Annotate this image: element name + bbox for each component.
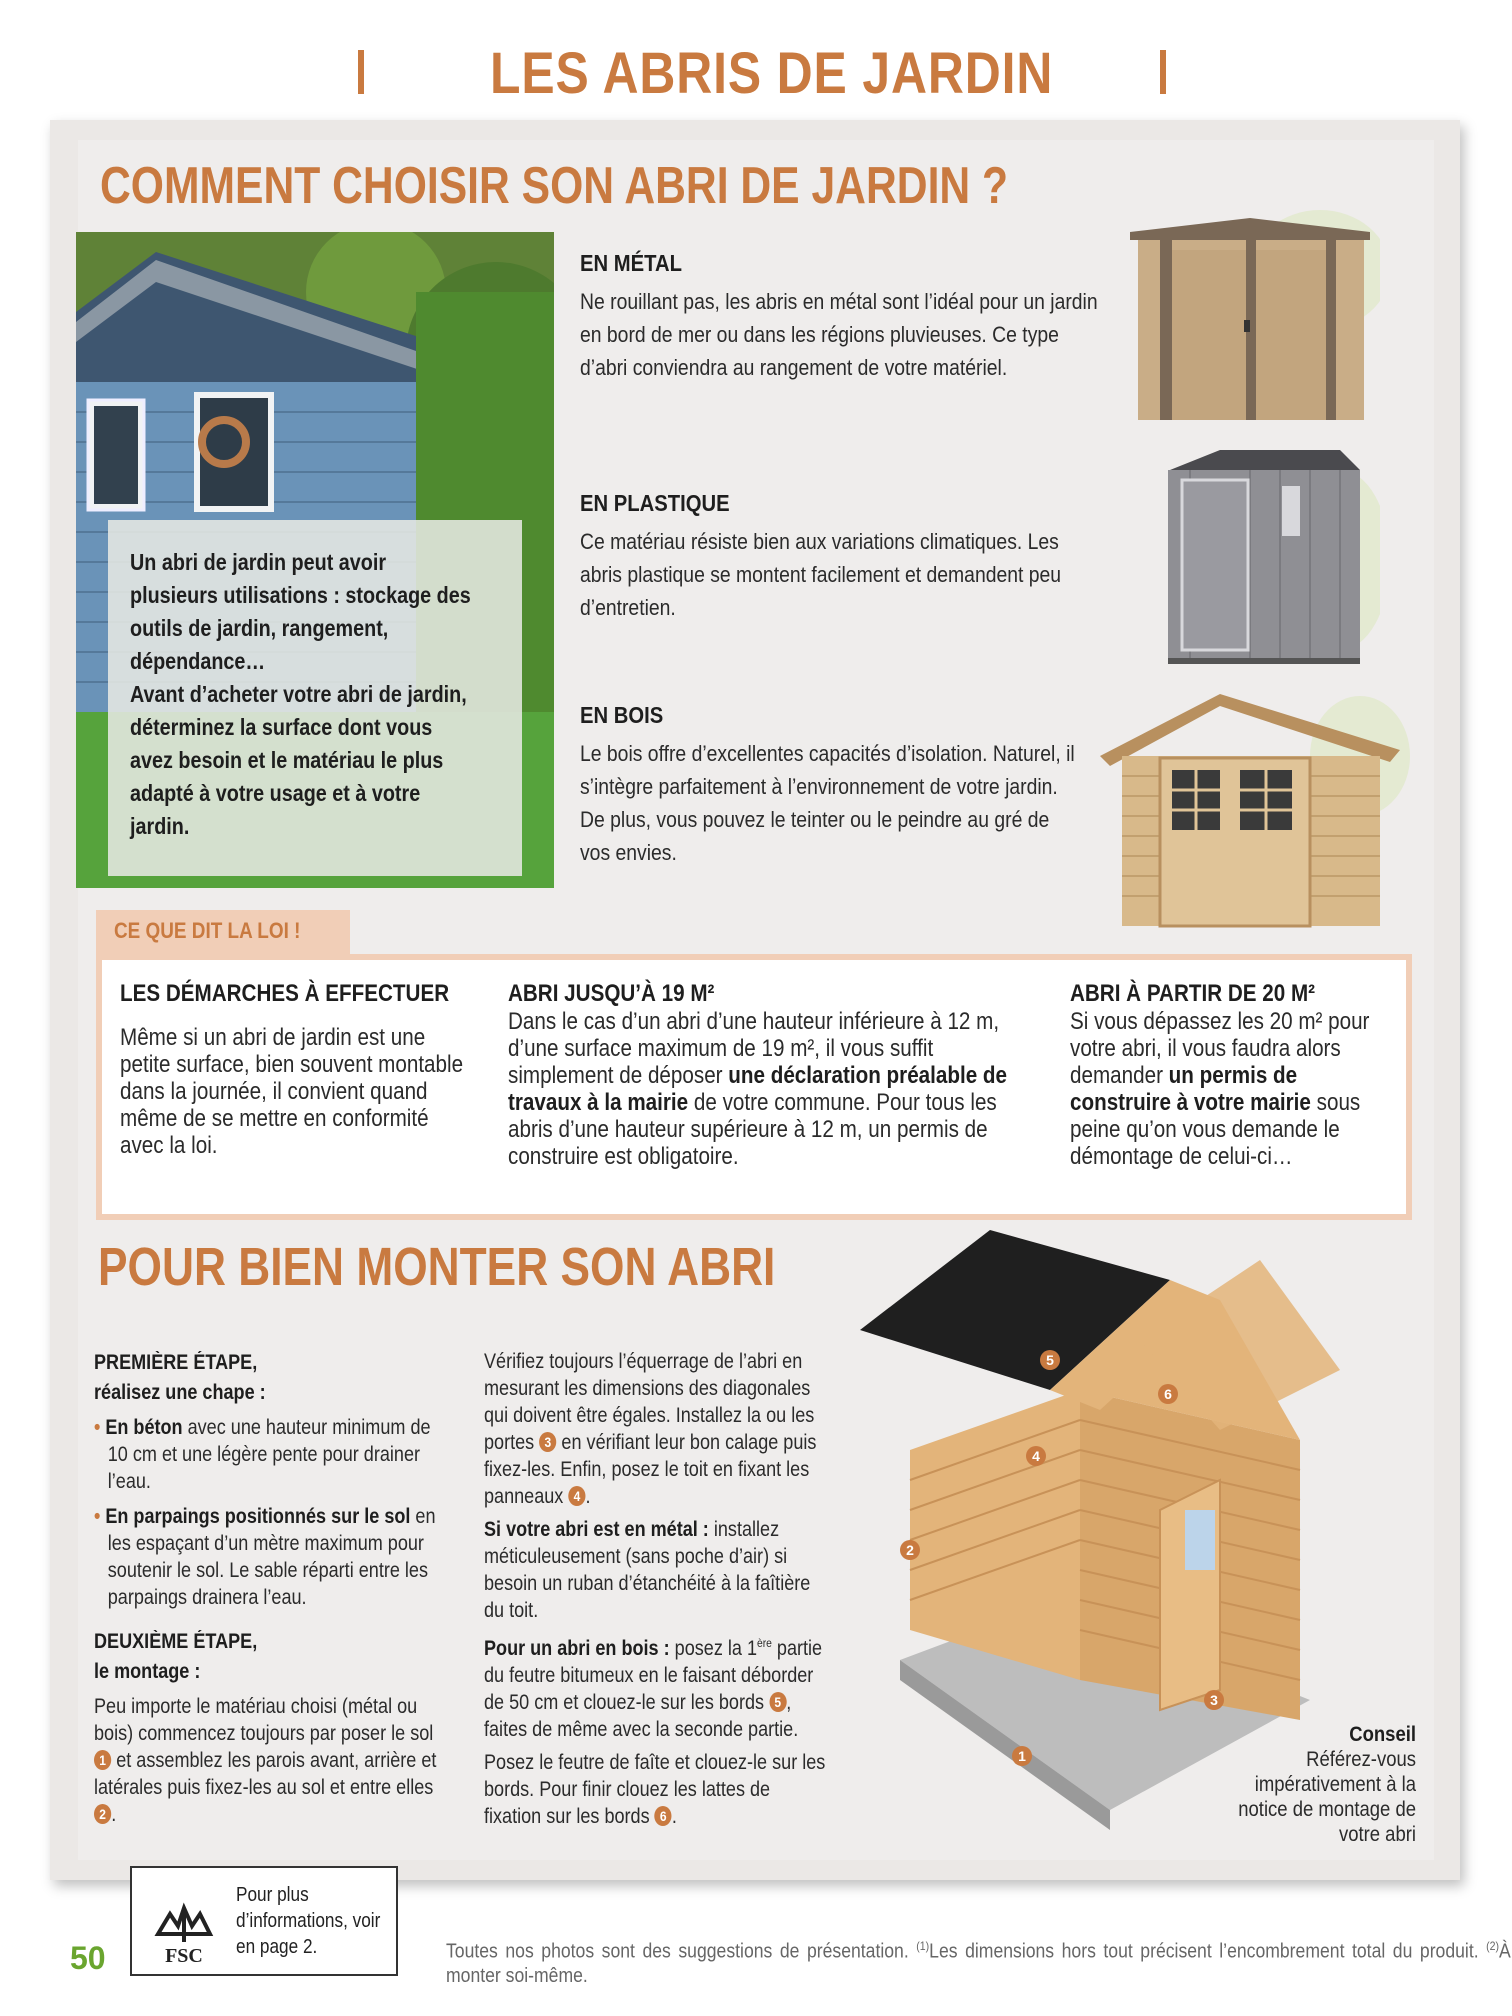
bullet1-bold: En béton xyxy=(105,1416,183,1439)
diagram-label-5: 5 xyxy=(1040,1350,1060,1370)
number-badge-icon: 3 xyxy=(539,1432,556,1452)
material-wood-title: EN BOIS xyxy=(580,702,664,728)
law-col2-text-b: de votre commune. Pour tous les abris d’une hauteur supérieure à 12 m, un permis de construire est obligatoire. xyxy=(508,1089,997,1170)
mid-text-a: Vérifiez toujours l’équerrage de l’abri en mesurant les dimensions des diagonales qui doivent être égales. Installez la ou les portes xyxy=(484,1350,815,1454)
diagram-label-2: 2 xyxy=(900,1540,920,1560)
law-col3-text-b: sous peine qu’on vous demande le démontage de celui-ci… xyxy=(1070,1089,1361,1170)
law-col-20m2 xyxy=(1070,980,1400,1170)
material-metal-title: EN MÉTAL xyxy=(580,250,682,276)
law-col3-text-bold: un permis de construire à votre mairie xyxy=(1070,1062,1311,1116)
number-badge-icon: 6 xyxy=(655,1806,672,1826)
bullet-dot: • xyxy=(94,1505,106,1528)
bullet-dot: • xyxy=(94,1416,106,1439)
step2-title: DEUXIÈME ÉTAPE, xyxy=(94,1630,258,1653)
wood-sup: ère xyxy=(756,1636,772,1650)
mid-text-b: en vérifiant leur bon calage puis fixez-les. Enfin, posez le toit en fixant les panneaux xyxy=(484,1431,817,1508)
last-text-a: Posez le feutre de faîte et clouez-le sur les bords. Pour finir clouez les lattes de fixation sur les bords xyxy=(484,1751,826,1828)
header-bar-left xyxy=(358,50,364,94)
bullet2-bold: En parpaings positionnés sur le sol xyxy=(105,1505,411,1528)
steps-col-left xyxy=(94,1348,454,1828)
section1-title: COMMENT CHOISIR SON ABRI DE JARDIN ? xyxy=(100,157,1009,215)
footer-note-b: Les dimensions hors tout précisent l’encombrement total du produit. xyxy=(929,1940,1487,1963)
fsc-logo-text: FSC xyxy=(165,1945,203,1967)
page-header xyxy=(0,40,1512,110)
metal-text-body: installez méticuleusement (sans poche d’air) si besoin un ruban d’étanchéité à la faîtière du toit. xyxy=(484,1518,811,1622)
material-wood-text: Le bois offre d’excellentes capacités d’isolation. Naturel, il s’intègre parfaitement à l’environnement de votre jardin. De plus, vous pouvez le teinter ou le peindre au gré de vos envies. xyxy=(580,741,1075,865)
header-bar-right xyxy=(1160,50,1166,94)
number-badge-icon: 5 xyxy=(769,1692,786,1712)
wood-text xyxy=(484,1630,828,1743)
last-text-b: . xyxy=(671,1805,677,1828)
material-plastic-title: EN PLASTIQUE xyxy=(580,490,730,516)
law-tab-label: CE QUE DIT LA LOI ! xyxy=(114,918,301,943)
footer-note-a: Toutes nos photos sont des suggestions de présentation. xyxy=(446,1940,917,1963)
metal-bold: Si votre abri est en métal : xyxy=(484,1518,709,1541)
wood-shed-image xyxy=(1100,686,1410,936)
wood-bold: Pour un abri en bois : xyxy=(484,1637,670,1660)
wood-text-a: posez la 1 xyxy=(669,1637,757,1660)
diagram-label-1: 1 xyxy=(1012,1746,1032,1766)
last-text xyxy=(484,1749,828,1830)
plastic-shed-image xyxy=(1160,440,1380,670)
bullet1-text: avec une hauteur minimum de 10 cm et une légère pente pour drainer l’eau. xyxy=(107,1416,431,1493)
page-number: 50 xyxy=(70,1940,106,1976)
metal-shed-image xyxy=(1120,210,1380,430)
bullet2-text: en les espaçant d’un mètre maximum pour soutenir le sol. Le sable réparti entre les parpaings drainera l’eau. xyxy=(107,1505,436,1609)
footer-sup-2: (2) xyxy=(1486,1939,1500,1953)
diagram-label-4: 4 xyxy=(1026,1446,1046,1466)
tip-text: Référez-vous impérativement à la notice de montage de votre abri xyxy=(1238,1748,1416,1846)
steps-col-middle xyxy=(484,1348,844,1830)
number-badge-icon: 2 xyxy=(94,1804,111,1824)
step2-text-b: et assemblez les parois avant, arrière et latérales puis fixez-les au sol et entre elles xyxy=(94,1749,437,1799)
mid-text-c: . xyxy=(585,1485,591,1508)
intro-text xyxy=(130,546,508,843)
section2-title: POUR BIEN MONTER SON ABRI xyxy=(98,1237,776,1297)
intro-text-2: Avant d’acheter votre abri de jardin, déterminez la surface dont vous avez besoin et le matériau le plus adapté à votre usage et à votre jardin. xyxy=(130,681,467,839)
material-plastic-text: Ce matériau résiste bien aux variations climatiques. Les abris plastique se montent facilement et demandent peu d’entretien. xyxy=(580,529,1062,620)
fsc-logo-icon xyxy=(148,1878,220,1968)
tip-box xyxy=(1190,1722,1416,1847)
law-col2-title: ABRI JUSQU’À 19 M² xyxy=(508,980,715,1007)
step2-text-c: . xyxy=(111,1803,117,1826)
page-title: LES ABRIS DE JARDIN xyxy=(490,41,1054,106)
law-col1-title: LES DÉMARCHES À EFFECTUER xyxy=(120,980,450,1007)
material-wood xyxy=(580,702,1120,869)
step1-sub: réalisez une chape : xyxy=(94,1381,266,1404)
wood-text-b: partie du feutre bitumeux en le faisant déborder de 50 cm et clouez-le sur les bords xyxy=(484,1637,823,1714)
law-col1-text: Même si un abri de jardin est une petite surface, bien souvent montable dans la journée, il convient quand même de se mettre en conformité avec la loi. xyxy=(120,1024,464,1159)
diagram-label-6: 6 xyxy=(1158,1384,1178,1404)
wood-text-c: , faites de même avec la seconde partie. xyxy=(484,1691,799,1741)
fsc-text: Pour plus d’informations, voir en page 2. xyxy=(236,1884,381,1958)
tip-title: Conseil xyxy=(1349,1723,1416,1746)
mid-text xyxy=(484,1348,828,1510)
fsc-box xyxy=(130,1866,398,1976)
step2-text-a: Peu importe le matériau choisi (métal ou bois) commencez toujours par poser le sol xyxy=(94,1695,434,1745)
law-col3-title: ABRI À PARTIR DE 20 M² xyxy=(1070,980,1316,1007)
bullet-blocks xyxy=(94,1503,438,1611)
metal-text xyxy=(484,1516,828,1624)
intro-text-1: Un abri de jardin peut avoir plusieurs utilisations : stockage des outils de jardin, rangement, dépendance… xyxy=(130,549,471,674)
law-col-19m2 xyxy=(508,980,1048,1170)
law-col2-text xyxy=(508,1008,1041,1170)
law-col2-text-a: Dans le cas d’un abri d’une hauteur inférieure à 12 m, d’une surface maximum de 19 m², il vous suffit simplement de déposer xyxy=(508,1008,1000,1089)
material-metal xyxy=(580,250,1120,384)
number-badge-icon: 1 xyxy=(94,1750,111,1770)
number-badge-icon: 4 xyxy=(568,1486,585,1506)
footer-note-c: À monter soi-même. xyxy=(446,1940,1511,1987)
material-metal-text: Ne rouillant pas, les abris en métal sont l’idéal pour un jardin en bord de mer ou dans les régions pluvieuses. Ce type d’abri conviendra au rangement de votre matériel. xyxy=(580,289,1098,380)
diagram-label-3: 3 xyxy=(1204,1690,1224,1710)
bullet-concrete xyxy=(94,1414,438,1495)
step2-text xyxy=(94,1693,438,1828)
material-plastic xyxy=(580,490,1120,624)
law-col-steps xyxy=(120,980,500,1159)
law-col3-text xyxy=(1070,1008,1388,1170)
step1-title: PREMIÈRE ÉTAPE, xyxy=(94,1351,258,1374)
footer-note xyxy=(446,1934,1511,1988)
law-col2-text-bold: une déclaration préalable de travaux à la mairie xyxy=(508,1062,1008,1116)
step2-sub: le montage : xyxy=(94,1660,201,1683)
footer-sup-1: (1) xyxy=(916,1939,930,1953)
law-col3-text-a: Si vous dépassez les 20 m² pour votre abri, il vous faudra alors demander xyxy=(1070,1008,1370,1089)
